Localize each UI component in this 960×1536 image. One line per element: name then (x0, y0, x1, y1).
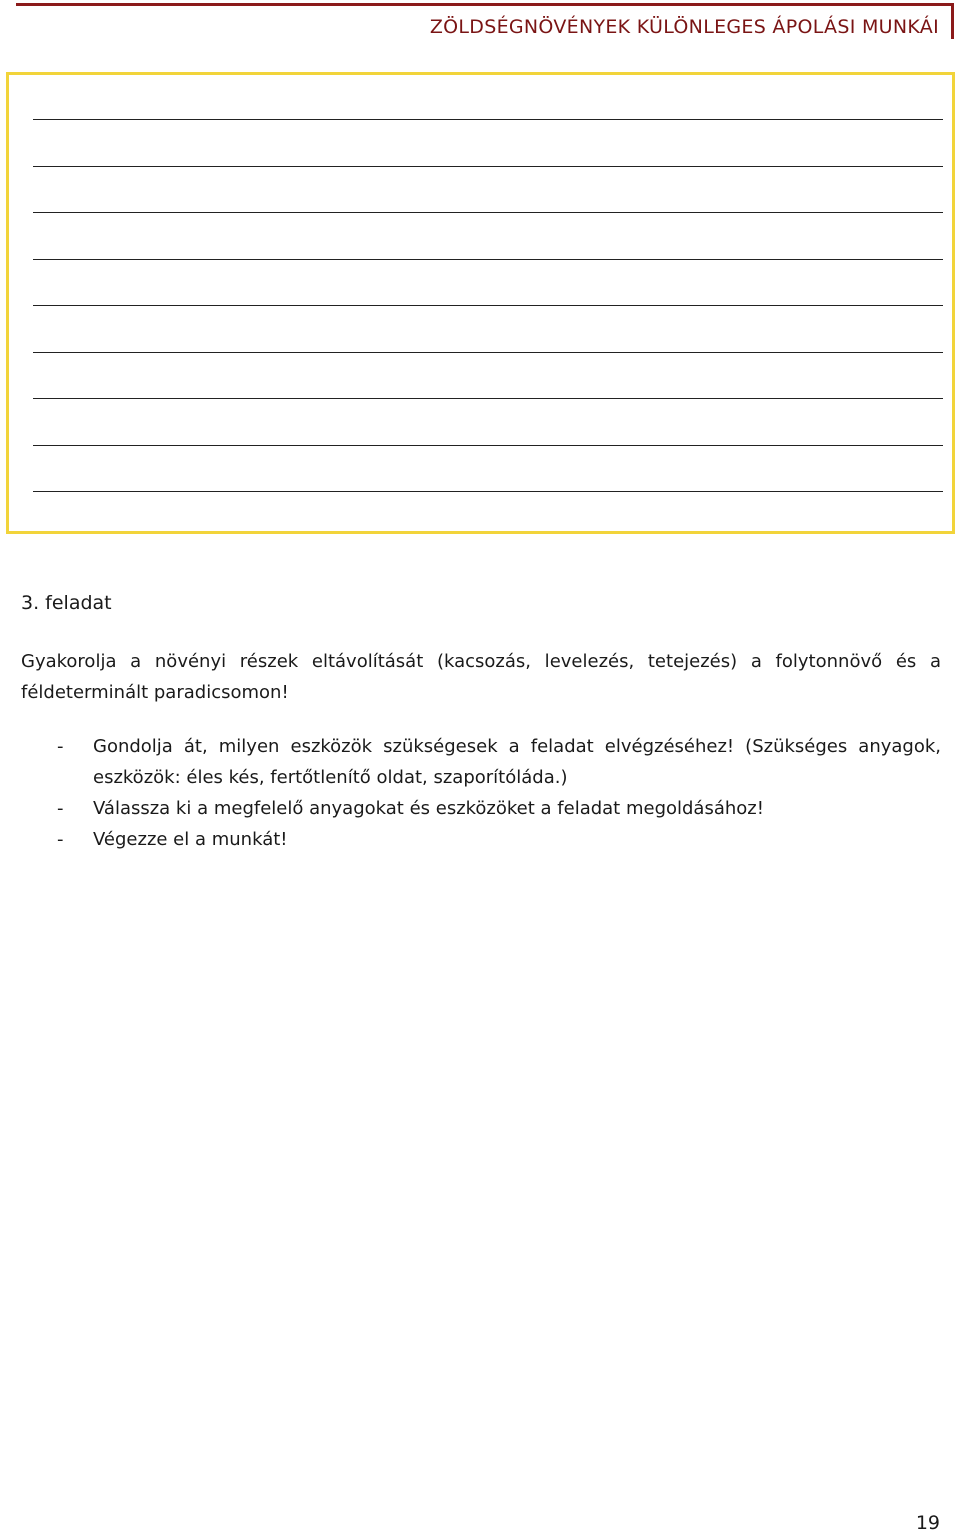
step-text: Gondolja át, milyen eszközök szükségesek a feladat elvégzéséhez! (Szükséges anyagok, eszközök: éles kés, fertőtlenítő oldat, szaporítóláda.) (93, 736, 941, 788)
answer-line-6 (33, 352, 943, 353)
list-item (21, 824, 941, 855)
step-text: Végezze el a munkát! (93, 829, 288, 850)
dash-bullet: - (57, 829, 64, 850)
answer-line-5 (33, 305, 943, 306)
task-intro: Gyakorolja a növényi részek eltávolítását (kacsozás, levelezés, tetejezés) a folytonnövő és a féldeterminált paradicsomon! (21, 651, 941, 703)
answer-line-8 (33, 445, 943, 446)
answer-line-4 (33, 259, 943, 260)
page-number: 19 (915, 1512, 940, 1534)
list-item (21, 793, 941, 824)
answer-line-1 (33, 119, 943, 120)
step-text: Válassza ki a megfelelő anyagokat és eszközöket a feladat megoldásához! (93, 798, 764, 819)
dash-bullet: - (57, 736, 64, 757)
page-header (16, 3, 954, 39)
answer-line-9 (33, 491, 943, 492)
answer-box (6, 72, 955, 534)
dash-bullet: - (57, 798, 64, 819)
task-steps (21, 731, 941, 855)
answer-line-3 (33, 212, 943, 213)
answer-line-7 (33, 398, 943, 399)
answer-line-2 (33, 166, 943, 167)
list-item (21, 731, 941, 793)
task-title: 3. feladat (21, 592, 112, 614)
chapter-title: ZÖLDSÉGNÖVÉNYEK KÜLÖNLEGES ÁPOLÁSI MUNKÁI (429, 16, 939, 38)
